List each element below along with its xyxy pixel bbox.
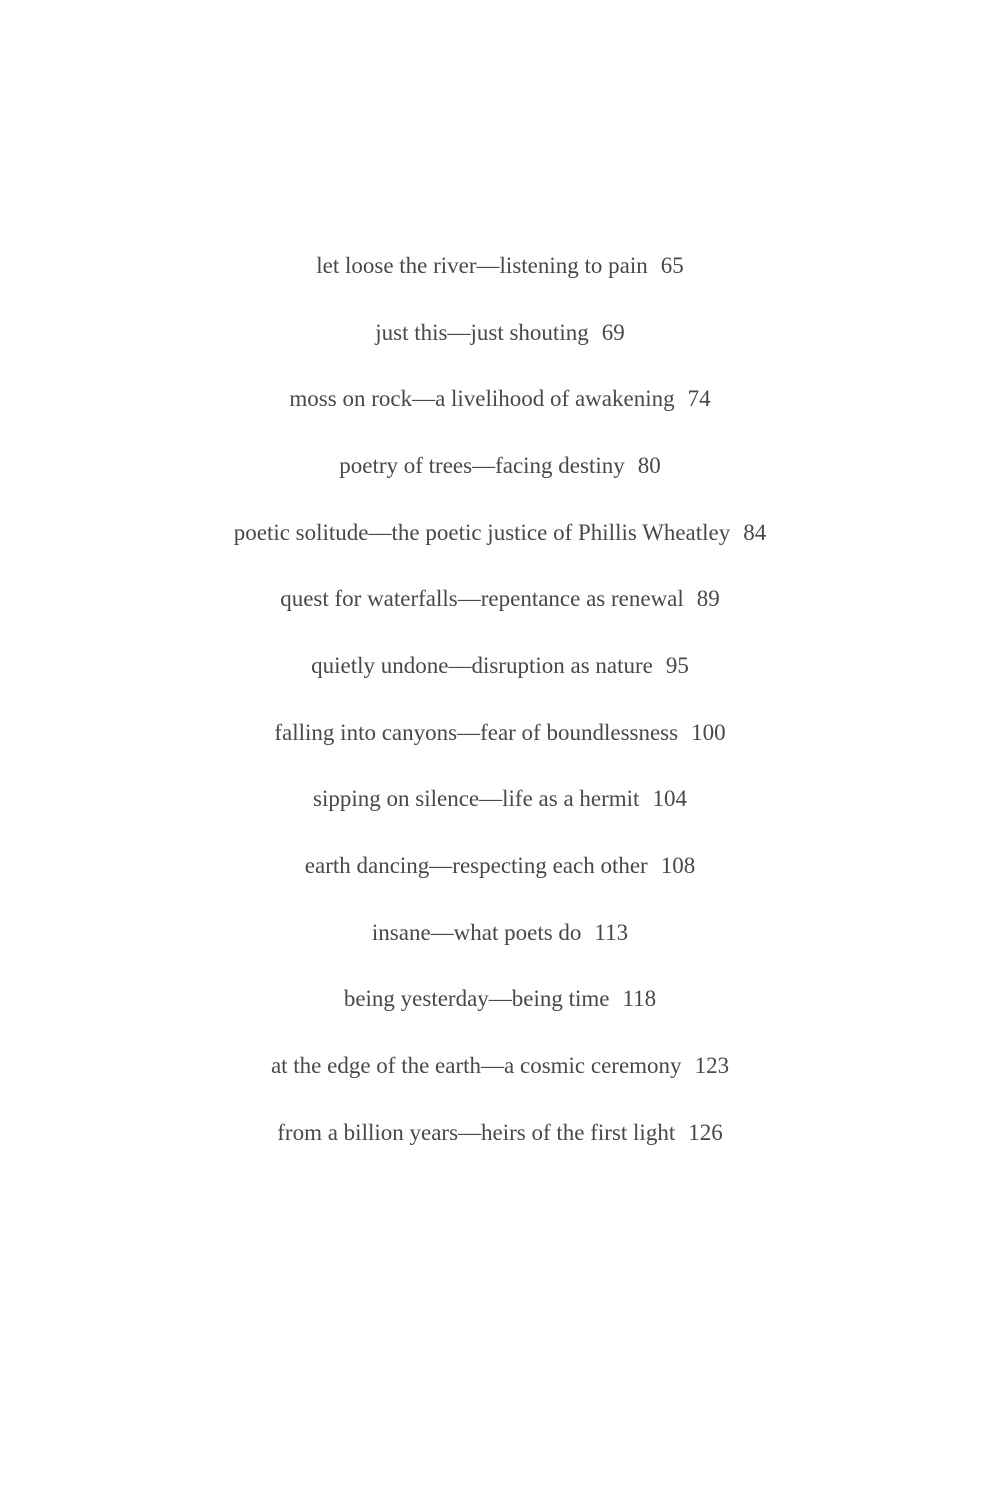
toc-entry-title: quietly undone—disruption as nature — [311, 652, 653, 678]
toc-entry — [0, 432, 1000, 499]
toc-entry-page-number: 123 — [694, 1053, 730, 1079]
toc-entry — [0, 565, 1000, 632]
toc-entry-title: quest for waterfalls—repentance as renewal — [280, 586, 684, 612]
toc-entry-title: from a billion years—heirs of the first light — [277, 1119, 676, 1145]
toc-entry-page-number: 74 — [687, 386, 711, 412]
toc-entry-title: at the edge of the earth—a cosmic ceremony — [270, 1053, 682, 1079]
toc-entry-title: poetic solitude—the poetic justice of Phillis Wheatley — [233, 519, 731, 545]
toc-entry-title: being yesterday—being time — [343, 986, 610, 1012]
toc-entry-page-number: 89 — [696, 586, 720, 612]
toc-entry — [0, 299, 1000, 366]
toc-entry-page-number: 80 — [637, 452, 661, 478]
toc-entry-page-number: 104 — [652, 786, 687, 812]
toc-entry-title: earth dancing—respecting each other — [304, 853, 648, 879]
toc-entry-page-number: 118 — [622, 986, 657, 1012]
toc-entry-title: insane—what poets do — [371, 919, 582, 945]
toc-entry — [0, 499, 1000, 566]
toc-entry — [0, 365, 1000, 432]
toc-entry-title: falling into canyons—fear of boundlessness — [274, 719, 679, 745]
toc-entry-title: just this—just shouting — [375, 319, 589, 345]
toc-entry-title: sipping on silence—life as a hermit — [313, 786, 640, 812]
toc-entry — [0, 966, 1000, 1033]
toc-entry-page-number: 126 — [688, 1119, 723, 1145]
toc-entry-page-number: 113 — [594, 919, 629, 945]
toc-entry — [0, 832, 1000, 899]
toc-entry-page-number: 108 — [660, 853, 696, 879]
toc-entry-title: moss on rock—a livelihood of awakening — [289, 386, 675, 412]
table-of-contents — [0, 232, 1000, 1166]
toc-entry — [0, 1032, 1000, 1099]
toc-entry — [0, 1099, 1000, 1166]
toc-entry — [0, 699, 1000, 766]
toc-entry-title: let loose the river—listening to pain — [316, 252, 648, 278]
toc-entry-page-number: 65 — [660, 252, 684, 278]
toc-entry-page-number: 69 — [601, 319, 625, 345]
toc-entry — [0, 632, 1000, 699]
toc-entry-page-number: 84 — [743, 519, 767, 545]
toc-entry — [0, 232, 1000, 299]
toc-entry — [0, 899, 1000, 966]
toc-entry-title: poetry of trees—facing destiny — [339, 452, 625, 478]
toc-entry-page-number: 100 — [691, 719, 726, 745]
toc-entry — [0, 766, 1000, 833]
toc-entry-page-number: 95 — [665, 652, 689, 678]
